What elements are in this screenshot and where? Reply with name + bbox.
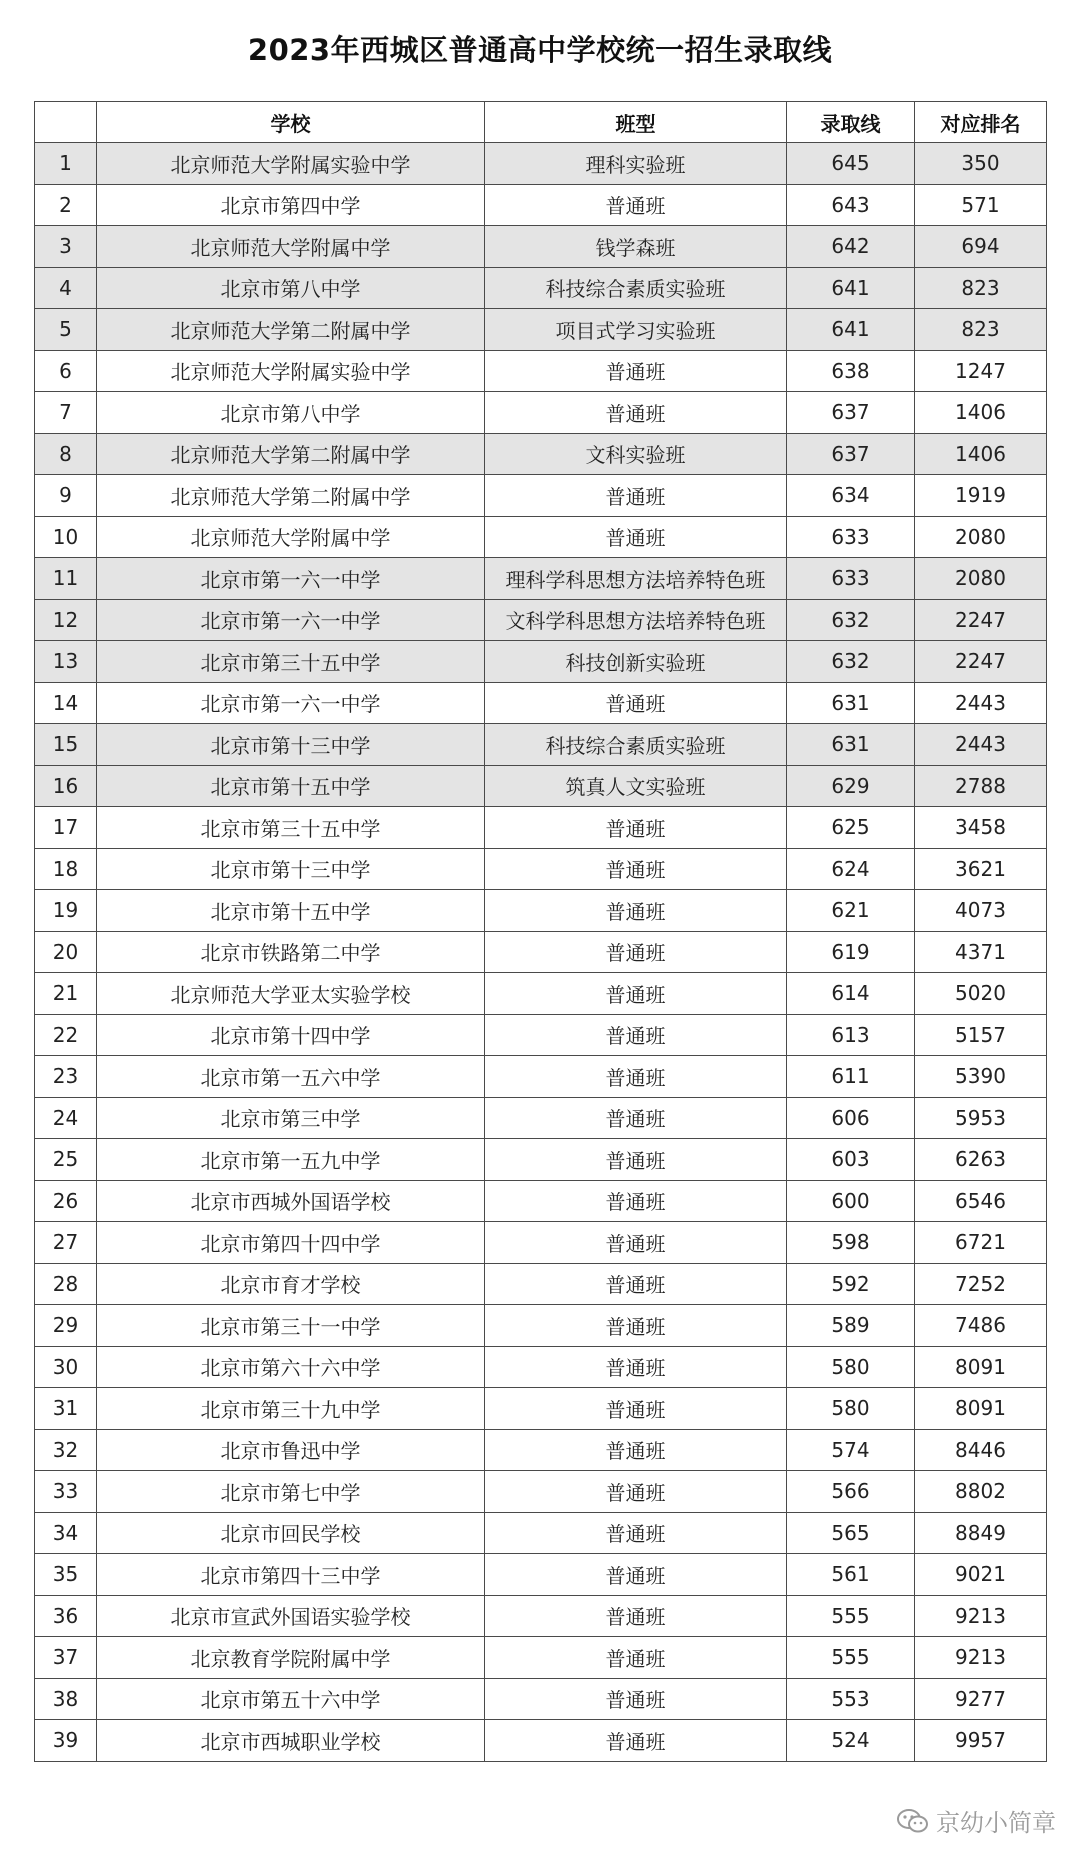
cell-school: 北京市西城外国语学校	[97, 1180, 485, 1222]
cell-school: 北京市第四十三中学	[97, 1554, 485, 1596]
cell-index: 4	[35, 267, 97, 309]
table-row	[35, 1678, 1047, 1720]
table-row	[35, 1388, 1047, 1430]
cell-rank: 5953	[915, 1097, 1047, 1139]
cell-score: 566	[787, 1471, 915, 1513]
cell-school: 北京师范大学第二附属中学	[97, 475, 485, 517]
cell-class-type: 科技创新实验班	[485, 641, 787, 683]
cell-index: 5	[35, 309, 97, 351]
cell-index: 11	[35, 558, 97, 600]
cell-score: 631	[787, 682, 915, 724]
cell-score: 641	[787, 267, 915, 309]
cell-class-type: 普通班	[485, 350, 787, 392]
watermark-text: 京幼小简章	[936, 1809, 1056, 1837]
page-title: 2023年西城区普通高中学校统一招生录取线	[247, 33, 833, 67]
cell-class-type: 普通班	[485, 184, 787, 226]
cell-rank: 6721	[915, 1222, 1047, 1264]
cell-rank: 2080	[915, 558, 1047, 600]
cell-class-type: 普通班	[485, 1388, 787, 1430]
cell-school: 北京市第四十四中学	[97, 1222, 485, 1264]
table-row	[35, 1554, 1047, 1596]
cell-class-type: 普通班	[485, 890, 787, 932]
cell-class-type: 普通班	[485, 516, 787, 558]
cell-index: 37	[35, 1637, 97, 1679]
cell-rank: 1406	[915, 392, 1047, 434]
cell-index: 35	[35, 1554, 97, 1596]
cell-class-type: 普通班	[485, 848, 787, 890]
cell-rank: 1919	[915, 475, 1047, 517]
cell-score: 580	[787, 1388, 915, 1430]
cell-score: 643	[787, 184, 915, 226]
cell-class-type: 普通班	[485, 1097, 787, 1139]
cell-school: 北京市第三十五中学	[97, 807, 485, 849]
cell-class-type: 普通班	[485, 1429, 787, 1471]
cell-class-type: 普通班	[485, 1637, 787, 1679]
cell-index: 29	[35, 1305, 97, 1347]
cell-score: 621	[787, 890, 915, 932]
cell-score: 634	[787, 475, 915, 517]
header-row	[35, 102, 1047, 143]
table-row	[35, 184, 1047, 226]
cell-rank: 6263	[915, 1139, 1047, 1181]
cell-school: 北京市第十三中学	[97, 848, 485, 890]
cell-rank: 2247	[915, 641, 1047, 683]
cell-index: 16	[35, 765, 97, 807]
cell-school: 北京市回民学校	[97, 1512, 485, 1554]
cell-index: 39	[35, 1720, 97, 1762]
cell-school: 北京市第五十六中学	[97, 1678, 485, 1720]
cell-score: 565	[787, 1512, 915, 1554]
cell-class-type: 筑真人文实验班	[485, 765, 787, 807]
table-header	[35, 102, 1047, 143]
cell-school: 北京市第一六一中学	[97, 682, 485, 724]
cell-index: 18	[35, 848, 97, 890]
cell-score: 555	[787, 1637, 915, 1679]
cell-score: 555	[787, 1595, 915, 1637]
cell-class-type: 项目式学习实验班	[485, 309, 787, 351]
cell-index: 19	[35, 890, 97, 932]
table-row	[35, 226, 1047, 268]
table-row	[35, 1637, 1047, 1679]
cell-rank: 4073	[915, 890, 1047, 932]
cell-school: 北京市第一五六中学	[97, 1056, 485, 1098]
cell-rank: 2788	[915, 765, 1047, 807]
cell-rank: 2247	[915, 599, 1047, 641]
table-row	[35, 1222, 1047, 1264]
cell-school: 北京市西城职业学校	[97, 1720, 485, 1762]
header-class-type: 班型	[485, 102, 787, 143]
cell-score: 603	[787, 1139, 915, 1181]
cell-index: 33	[35, 1471, 97, 1513]
table-row	[35, 1180, 1047, 1222]
cell-rank: 8802	[915, 1471, 1047, 1513]
cell-school: 北京市宣武外国语实验学校	[97, 1595, 485, 1637]
cell-class-type: 理科学科思想方法培养特色班	[485, 558, 787, 600]
cell-score: 629	[787, 765, 915, 807]
cell-school: 北京市第三中学	[97, 1097, 485, 1139]
header-index	[35, 102, 97, 143]
cell-school: 北京市第十四中学	[97, 1014, 485, 1056]
cell-score: 633	[787, 516, 915, 558]
table-row	[35, 765, 1047, 807]
table-row	[35, 1097, 1047, 1139]
table-row	[35, 1014, 1047, 1056]
cell-score: 524	[787, 1720, 915, 1762]
cell-index: 3	[35, 226, 97, 268]
cell-class-type: 文科实验班	[485, 433, 787, 475]
cell-index: 28	[35, 1263, 97, 1305]
watermark	[896, 1803, 1056, 1838]
cell-index: 15	[35, 724, 97, 766]
table-row	[35, 475, 1047, 517]
cell-score: 632	[787, 641, 915, 683]
cell-school: 北京市鲁迅中学	[97, 1429, 485, 1471]
cell-score: 611	[787, 1056, 915, 1098]
cell-school: 北京市第三十一中学	[97, 1305, 485, 1347]
cell-score: 600	[787, 1180, 915, 1222]
cell-score: 592	[787, 1263, 915, 1305]
table-row	[35, 1056, 1047, 1098]
cell-index: 22	[35, 1014, 97, 1056]
cell-school: 北京市第一六一中学	[97, 599, 485, 641]
cell-school: 北京市第三十九中学	[97, 1388, 485, 1430]
table-row	[35, 890, 1047, 932]
cell-school: 北京市第三十五中学	[97, 641, 485, 683]
cell-school: 北京师范大学附属实验中学	[97, 350, 485, 392]
table-row	[35, 1429, 1047, 1471]
cell-school: 北京市育才学校	[97, 1263, 485, 1305]
cell-rank: 9213	[915, 1595, 1047, 1637]
cell-class-type: 普通班	[485, 475, 787, 517]
cell-school: 北京市第八中学	[97, 392, 485, 434]
cell-class-type: 理科实验班	[485, 143, 787, 185]
header-score: 录取线	[787, 102, 915, 143]
admission-table	[34, 101, 1047, 1762]
cell-rank: 9277	[915, 1678, 1047, 1720]
cell-class-type: 文科学科思想方法培养特色班	[485, 599, 787, 641]
cell-index: 10	[35, 516, 97, 558]
cell-index: 27	[35, 1222, 97, 1264]
cell-rank: 7486	[915, 1305, 1047, 1347]
cell-school: 北京市第十五中学	[97, 890, 485, 932]
cell-score: 631	[787, 724, 915, 766]
cell-class-type: 普通班	[485, 1554, 787, 1596]
cell-index: 2	[35, 184, 97, 226]
cell-rank: 1406	[915, 433, 1047, 475]
cell-rank: 5020	[915, 973, 1047, 1015]
cell-class-type: 普通班	[485, 1263, 787, 1305]
table-row	[35, 143, 1047, 185]
cell-rank: 571	[915, 184, 1047, 226]
table-row	[35, 1595, 1047, 1637]
cell-index: 38	[35, 1678, 97, 1720]
cell-index: 17	[35, 807, 97, 849]
cell-score: 580	[787, 1346, 915, 1388]
cell-score: 619	[787, 931, 915, 973]
cell-rank: 2443	[915, 682, 1047, 724]
cell-index: 23	[35, 1056, 97, 1098]
cell-class-type: 普通班	[485, 1139, 787, 1181]
cell-rank: 7252	[915, 1263, 1047, 1305]
cell-score: 598	[787, 1222, 915, 1264]
cell-index: 25	[35, 1139, 97, 1181]
cell-score: 589	[787, 1305, 915, 1347]
cell-class-type: 普通班	[485, 1180, 787, 1222]
table-row	[35, 516, 1047, 558]
table-row	[35, 392, 1047, 434]
cell-score: 614	[787, 973, 915, 1015]
cell-class-type: 普通班	[485, 682, 787, 724]
cell-rank: 823	[915, 267, 1047, 309]
cell-index: 7	[35, 392, 97, 434]
cell-school: 北京市第八中学	[97, 267, 485, 309]
cell-score: 637	[787, 433, 915, 475]
cell-score: 633	[787, 558, 915, 600]
cell-score: 641	[787, 309, 915, 351]
cell-class-type: 普通班	[485, 1014, 787, 1056]
cell-class-type: 普通班	[485, 1512, 787, 1554]
cell-score: 606	[787, 1097, 915, 1139]
cell-rank: 8849	[915, 1512, 1047, 1554]
cell-score: 645	[787, 143, 915, 185]
cell-rank: 2443	[915, 724, 1047, 766]
cell-index: 31	[35, 1388, 97, 1430]
cell-score: 561	[787, 1554, 915, 1596]
cell-score: 642	[787, 226, 915, 268]
cell-rank: 8446	[915, 1429, 1047, 1471]
cell-rank: 350	[915, 143, 1047, 185]
cell-class-type: 普通班	[485, 1471, 787, 1513]
table-row	[35, 309, 1047, 351]
cell-score: 613	[787, 1014, 915, 1056]
cell-score: 553	[787, 1678, 915, 1720]
cell-class-type: 普通班	[485, 973, 787, 1015]
cell-rank: 8091	[915, 1388, 1047, 1430]
cell-class-type: 普通班	[485, 931, 787, 973]
cell-rank: 4371	[915, 931, 1047, 973]
cell-index: 36	[35, 1595, 97, 1637]
table-row	[35, 1263, 1047, 1305]
cell-index: 26	[35, 1180, 97, 1222]
cell-school: 北京市第四中学	[97, 184, 485, 226]
table-row	[35, 1346, 1047, 1388]
table-row	[35, 350, 1047, 392]
cell-school: 北京师范大学附属中学	[97, 226, 485, 268]
cell-class-type: 普通班	[485, 1305, 787, 1347]
table-row	[35, 267, 1047, 309]
cell-class-type: 普通班	[485, 1595, 787, 1637]
cell-school: 北京市第六十六中学	[97, 1346, 485, 1388]
cell-class-type: 普通班	[485, 1056, 787, 1098]
table-row	[35, 641, 1047, 683]
cell-score: 574	[787, 1429, 915, 1471]
cell-rank: 5390	[915, 1056, 1047, 1098]
table-row	[35, 724, 1047, 766]
cell-rank: 3458	[915, 807, 1047, 849]
cell-class-type: 钱学森班	[485, 226, 787, 268]
cell-rank: 2080	[915, 516, 1047, 558]
cell-score: 625	[787, 807, 915, 849]
cell-index: 14	[35, 682, 97, 724]
cell-score: 637	[787, 392, 915, 434]
cell-index: 12	[35, 599, 97, 641]
cell-index: 20	[35, 931, 97, 973]
cell-school: 北京教育学院附属中学	[97, 1637, 485, 1679]
cell-rank: 694	[915, 226, 1047, 268]
cell-rank: 3621	[915, 848, 1047, 890]
table-row	[35, 1512, 1047, 1554]
cell-school: 北京市第十五中学	[97, 765, 485, 807]
table-body	[35, 143, 1047, 1762]
cell-index: 9	[35, 475, 97, 517]
cell-school: 北京市第七中学	[97, 1471, 485, 1513]
header-school: 学校	[97, 102, 485, 143]
wechat-icon	[896, 1808, 930, 1834]
cell-school: 北京师范大学附属实验中学	[97, 143, 485, 185]
cell-class-type: 普通班	[485, 392, 787, 434]
cell-index: 8	[35, 433, 97, 475]
cell-school: 北京市第十三中学	[97, 724, 485, 766]
cell-class-type: 普通班	[485, 1222, 787, 1264]
cell-class-type: 科技综合素质实验班	[485, 724, 787, 766]
header-rank: 对应排名	[915, 102, 1047, 143]
table-row	[35, 973, 1047, 1015]
cell-rank: 8091	[915, 1346, 1047, 1388]
cell-rank: 6546	[915, 1180, 1047, 1222]
cell-school: 北京师范大学第二附属中学	[97, 309, 485, 351]
cell-rank: 5157	[915, 1014, 1047, 1056]
table-row	[35, 807, 1047, 849]
cell-school: 北京市第一五九中学	[97, 1139, 485, 1181]
cell-rank: 9957	[915, 1720, 1047, 1762]
cell-score: 624	[787, 848, 915, 890]
cell-index: 13	[35, 641, 97, 683]
cell-index: 1	[35, 143, 97, 185]
cell-school: 北京师范大学亚太实验学校	[97, 973, 485, 1015]
cell-class-type: 普通班	[485, 1720, 787, 1762]
cell-rank: 1247	[915, 350, 1047, 392]
table-row	[35, 433, 1047, 475]
cell-index: 30	[35, 1346, 97, 1388]
table-row	[35, 1471, 1047, 1513]
cell-index: 21	[35, 973, 97, 1015]
cell-rank: 9213	[915, 1637, 1047, 1679]
table-row	[35, 931, 1047, 973]
cell-index: 6	[35, 350, 97, 392]
cell-score: 638	[787, 350, 915, 392]
table-row	[35, 599, 1047, 641]
table-row	[35, 1305, 1047, 1347]
cell-index: 34	[35, 1512, 97, 1554]
cell-school: 北京师范大学附属中学	[97, 516, 485, 558]
cell-school: 北京师范大学第二附属中学	[97, 433, 485, 475]
table-row	[35, 682, 1047, 724]
cell-school: 北京市铁路第二中学	[97, 931, 485, 973]
table-row	[35, 1139, 1047, 1181]
cell-rank: 823	[915, 309, 1047, 351]
cell-class-type: 普通班	[485, 807, 787, 849]
cell-index: 24	[35, 1097, 97, 1139]
cell-class-type: 普通班	[485, 1346, 787, 1388]
cell-class-type: 科技综合素质实验班	[485, 267, 787, 309]
cell-class-type: 普通班	[485, 1678, 787, 1720]
cell-school: 北京市第一六一中学	[97, 558, 485, 600]
table-row	[35, 848, 1047, 890]
cell-score: 632	[787, 599, 915, 641]
cell-rank: 9021	[915, 1554, 1047, 1596]
table-row	[35, 1720, 1047, 1762]
table-row	[35, 558, 1047, 600]
cell-index: 32	[35, 1429, 97, 1471]
